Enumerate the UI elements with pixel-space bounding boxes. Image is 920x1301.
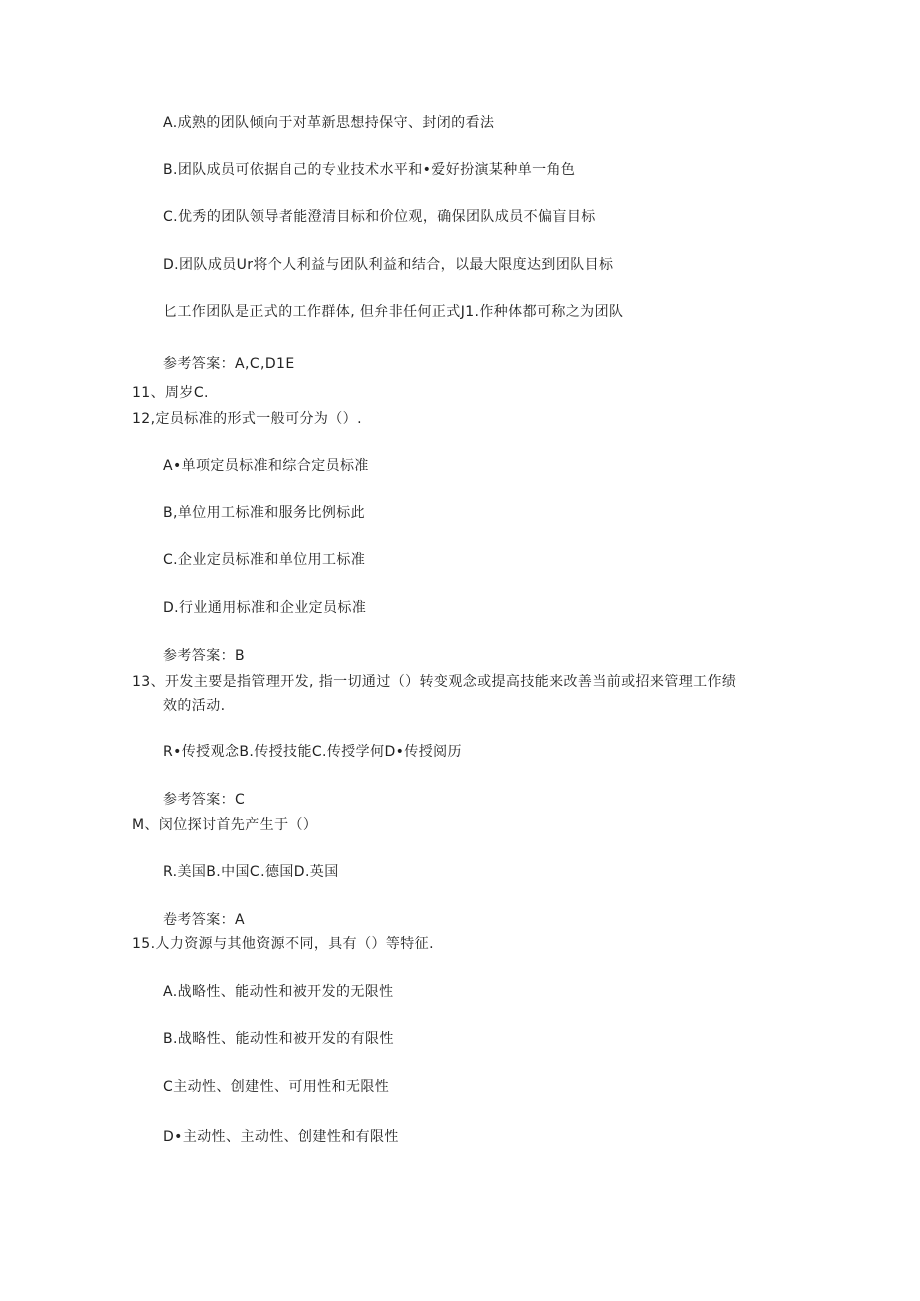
answer-q13: 参考答案：C	[163, 792, 246, 808]
question-13-continued: 效的活动.	[163, 698, 226, 714]
answer-q10: 参考答案：A,C,D1E	[163, 356, 295, 372]
answer-q12: 参考答案：B	[163, 648, 246, 664]
option-a-q12: A•单项定员标准和综合定员标准	[163, 458, 369, 474]
option-b-q15: B.战略性、能动性和被开发的有限性	[163, 1031, 394, 1047]
option-c-q10: C.优秀的团队领导者能澄清目标和价位观，确保团队成员不偏盲目标	[163, 209, 596, 225]
question-15: 15.人力资源与其他资源不同，具有（）等特征.	[132, 936, 434, 952]
option-d-q10: D.团队成员Ur将个人利益与团队利益和结合，以最大限度达到团队目标	[163, 257, 614, 273]
option-a-q15: A.战略性、能动性和被开发的无限性	[163, 984, 394, 1000]
option-c-q12: C.企业定员标准和单位用工标准	[163, 552, 366, 568]
option-b-q12: B,单位用工标准和服务比例标此	[163, 505, 366, 521]
answer-q14: 卷考答案：A	[163, 912, 245, 928]
question-13: 13、开发主要是指管理开发, 指一切通过（）转变观念或提高技能来改善当前或招来管理工作绩	[132, 674, 737, 690]
option-b-q10: B.团队成员可依据自己的专业技术水平和•爱好扮演某种单一角色	[163, 162, 576, 178]
options-q13: R•传授观念B.传授技能C.传授学何D•传授阅历	[163, 744, 462, 760]
options-q14: R.美国B.中国C.德国D.英国	[163, 864, 339, 880]
question-14: M、闵位探讨首先产生于（）	[132, 817, 318, 833]
question-12: 12,定员标准的形式一般可分为（）.	[132, 411, 362, 427]
option-d-q12: D.行业通用标准和企业定员标准	[163, 600, 367, 616]
option-a-q10: A.成熟的团队倾向于对革新思想持保守、封闭的看法	[163, 115, 495, 131]
option-c-q15: C主动性、创建性、可用性和无限性	[163, 1079, 390, 1095]
option-d-q15: D•主动性、主动性、创建性和有限性	[163, 1129, 399, 1145]
question-11: 11、周岁C.	[132, 385, 209, 401]
option-e-q10: 匕工作团队是正式的工作群体, 但弁非任何正式J1.作种体都可称之为团队	[163, 304, 624, 320]
